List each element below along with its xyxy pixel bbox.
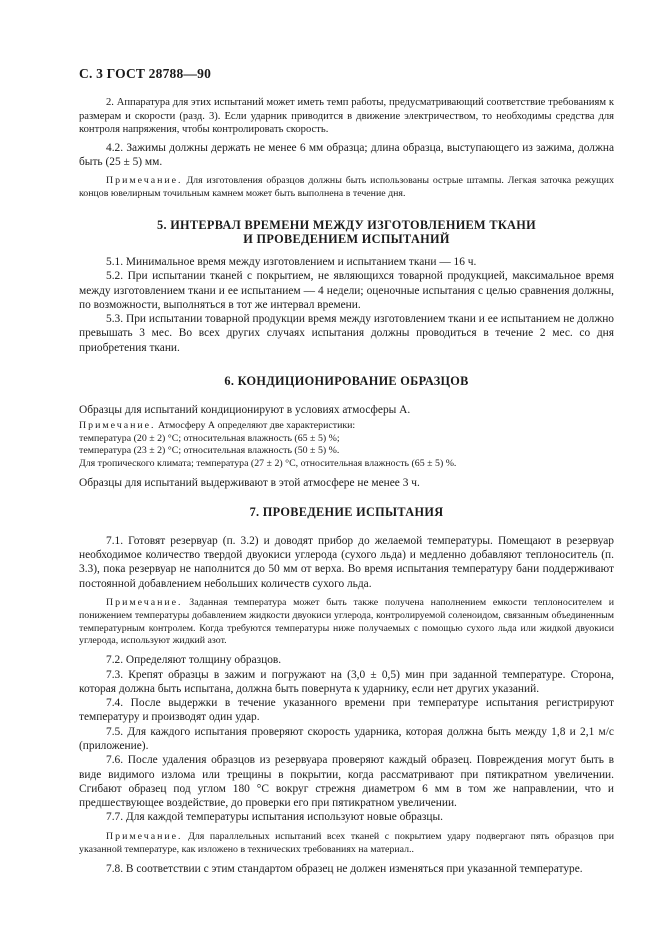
section7-note-2 (79, 831, 614, 857)
paragraph-7-8: 7.8. В соответствии с этим стандартом образец не должен изменяться при указанной температуре. (106, 863, 583, 876)
section5-heading (79, 218, 614, 247)
note-intro-text: Атмосферу А определяют две характеристики: (157, 419, 356, 431)
section4-item2: 2. Аппаратура для этих испытаний может иметь темп работы, предусматривающий соответствие требованиям к размерам и скорости (разд. 3). Если ударник приводится в движение электричеством, то необходимы средства для контроля напряжения, чтобы контролировать скорость. (79, 97, 614, 136)
paragraph-7-6: 7.6. После удаления образцов из резервуара проверяют каждый образец. Повреждения могут быть в виде видимого излома или трещины в покрытии, когда рассматривают при пятикратном увеличении. Сгибают образец под углом 180 °С вокруг стрежня диаметром 6 мм в том же направлении, что и предшествующее воздействие, до проверки его при пятикратном увеличении. (79, 754, 614, 810)
note-label: Примечание. (79, 419, 156, 431)
section4-note (79, 175, 614, 201)
paragraph-7-4: 7.4. После выдержки в течение указанного времени при температуре испытания регистрируют температуру и производят один удар. (79, 697, 614, 724)
note-label: Примечание. (106, 597, 183, 609)
note-label: Примечание. (106, 830, 183, 842)
paragraph-4-2: 4.2. Зажимы должны держать не менее 6 мм образца; длина образца, выступающего из зажима, должна быть (25 ± 5) мм. (79, 141, 614, 169)
paragraph-7-1: 7.1. Готовят резервуар (п. 3.2) и доводят прибор до желаемой температуры. Помещают в резервуар необходимое количество твердой двуокиси углерода (сухого льда) и медленно добавляют теплоноситель (п. 3.3), пока резервуар не наполнится до 50 мм от верха. Во время испытания температуру бани поддерживают постоянной добавлением небольших количеств сухого льда. (79, 534, 614, 590)
section6-note-intro (79, 420, 614, 433)
section7-note-1 (79, 597, 614, 648)
section5-title-line1: 5. ИНТЕРВАЛ ВРЕМЕНИ МЕЖДУ ИЗГОТОВЛЕНИЕМ ТКАНИ (157, 217, 536, 232)
paragraph-5-1: 5.1. Минимальное время между изготовлением и испытанием ткани — 16 ч. (106, 255, 477, 268)
note-text: Заданная температура может быть также получена наполнением емкости теплоносителем и понижением температуры добавлением жидкости двуокиси углерода, контролируемой соленоидом, связанным объединенным температурным контролем. Когда требуются температуры ниже получаемых с помощью сухого льда или жидкой двуокиси углерода, используют жидкий азот. (79, 597, 614, 647)
section6-paragraph-1: Образцы для испытаний кондиционируют в условиях атмосферы А. (79, 403, 411, 416)
note-text: Для изготовления образцов должны быть использованы острые штампы. Легкая заточка режущих концов ювелирным точильным камнем может быть выполнена в течение дня. (79, 175, 615, 200)
section6-note (79, 420, 614, 471)
section6-paragraph-2: Образцы для испытаний выдерживают в этой атмосфере не менее 3 ч. (79, 477, 420, 490)
section6-title: 6. КОНДИЦИОНИРОВАНИЕ ОБРАЗЦОВ (224, 374, 469, 389)
note-label: Примечание. (106, 175, 183, 187)
note-text: Для параллельных испытаний всех тканей с покрытием удару подвергают пять образцов при указанной температуре, как изложено в технических требованиях на материал.. (79, 830, 614, 855)
atmosphere-line-b: температура (23 ± 2) °С; относительная влажность (50 ± 5) %. (79, 445, 340, 457)
paragraph-5-2: 5.2. При испытании тканей с покрытием, не являющихся товарной продукцией, максимальное время между изготовлением ткани и ее испытанием — 4 недели; оценочные испытания с целью сравнения должны, по возможности, выполняться в тот же интервал времени. (79, 270, 614, 311)
page-header: С. 3 ГОСТ 28788—90 (79, 66, 212, 81)
paragraph-7-7: 7.7. Для каждой температуры испытания используют новые образцы. (106, 811, 443, 824)
paragraph-7-3: 7.3. Крепят образцы в зажим и погружают на (3,0 ± 0,5) мин при заданной температуре. Сторона, которая должна быть испытана, должна быть повернута к ударнику, если нет других указаний. (79, 668, 614, 695)
atmosphere-line-c: Для тропического климата; температура (27 ± 2) °С, относительная влажность (65 ± 5) %. (79, 458, 457, 470)
page-body (79, 96, 614, 877)
paragraph-7-2: 7.2. Определяют толщину образцов. (106, 654, 282, 667)
section7-title: 7. ПРОВЕДЕНИЕ ИСПЫТАНИЯ (249, 505, 444, 520)
paragraph-5-3: 5.3. При испытании товарной продукции время между изготовлением ткани и ее испытанием не должно превышать 3 мес. Во всех других случаях испытания должны проводиться в течение 2 мес. со дня приобретения ткани. (79, 313, 614, 354)
section5-title-line2: И ПРОВЕДЕНИЕМ ИСПЫТАНИЙ (243, 232, 450, 247)
atmosphere-line-a: температура (20 ± 2) °С; относительная влажность (65 ± 5) %; (79, 432, 340, 444)
paragraph-7-5: 7.5. Для каждого испытания проверяют скорость ударника, которая должна быть между 1,8 и 2,1 м/с (приложение). (79, 725, 614, 752)
